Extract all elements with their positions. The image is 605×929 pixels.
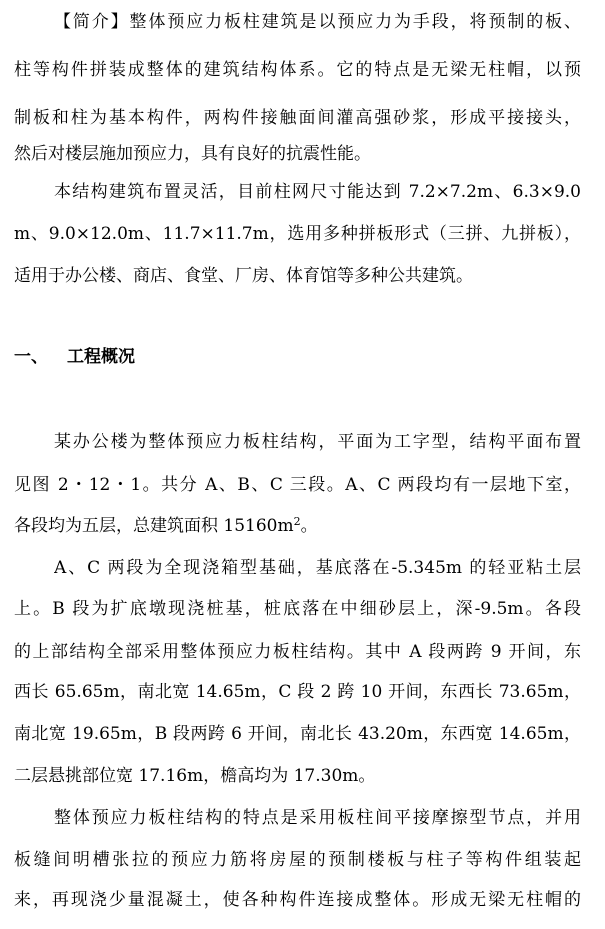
para1-line-3-end: 。 xyxy=(300,516,318,536)
intro-line-2: 柱等构件拼装成整体的建筑结构体系。它的特点是无梁无柱帽，以预 xyxy=(14,60,581,80)
layout-line-2: m、9.0×12.0m、11.7×11.7m，选用多种拼板形式（三拼、九拼板）， xyxy=(14,224,581,244)
para3-line-2: 板缝间明槽张拉的预应力筋将房屋的预制楼板与柱子等构件组装起 xyxy=(14,850,581,870)
para2-line-2: 上。B 段为扩底墩现浇桩基，桩底落在中细砂层上，深-9.5m。各段 xyxy=(14,599,581,619)
para1-line-1: 某办公楼为整体预应力板柱结构，平面为工字型，结构平面布置 xyxy=(54,432,581,452)
para3-line-1: 整体预应力板柱结构的特点是采用板柱间平接摩擦型节点，并用 xyxy=(54,808,581,828)
para1-line-3-text: 各段均为五层，总建筑面积 15160m xyxy=(14,516,294,536)
para2-line-6: 二层悬挑部位宽 17.16m，檐高均为 17.30m。 xyxy=(14,766,376,786)
para1-line-2: 见图 2・12・1。共分 A、B、C 三段。A、C 两段均有一层地下室， xyxy=(14,475,581,495)
area-superscript: 2 xyxy=(293,515,301,528)
section-number: 一、 xyxy=(14,347,48,367)
para2-line-5: 南北宽 19.65m，B 段两跨 6 开间，南北长 43.20m，东西宽 14.65m， xyxy=(14,724,581,744)
para2-line-1: A、C 两段为全现浇箱型基础，基底落在-5.345m 的轻亚粘土层 xyxy=(54,558,581,578)
para3-line-3: 来，再现浇少量混凝土，使各种构件连接成整体。形成无梁无柱帽的 xyxy=(14,890,581,910)
intro-line-1: 【简介】整体预应力板柱建筑是以预应力为手段，将预制的板、 xyxy=(54,12,581,32)
intro-line-4: 然后对楼层施加预应力，具有良好的抗震性能。 xyxy=(14,144,371,164)
para1-line-3 xyxy=(14,514,581,538)
para2-line-3: 的上部结构全部采用整体预应力板柱结构。其中 A 段两跨 9 开间，东 xyxy=(14,642,581,662)
layout-line-1: 本结构建筑布置灵活，目前柱网尺寸能达到 7.2×7.2m、6.3×9.0 xyxy=(54,182,581,202)
para2-line-4: 西长 65.65m，南北宽 14.65m，C 段 2 跨 10 开间，东西长 73.65m， xyxy=(14,682,581,702)
section-title: 工程概况 xyxy=(67,347,135,367)
section-heading xyxy=(14,344,135,370)
layout-line-3: 适用于办公楼、商店、食堂、厂房、体育馆等多种公共建筑。 xyxy=(14,266,473,286)
intro-line-3: 制板和柱为基本构件，两构件接触面间灌高强砂浆，形成平接接头， xyxy=(14,108,581,128)
